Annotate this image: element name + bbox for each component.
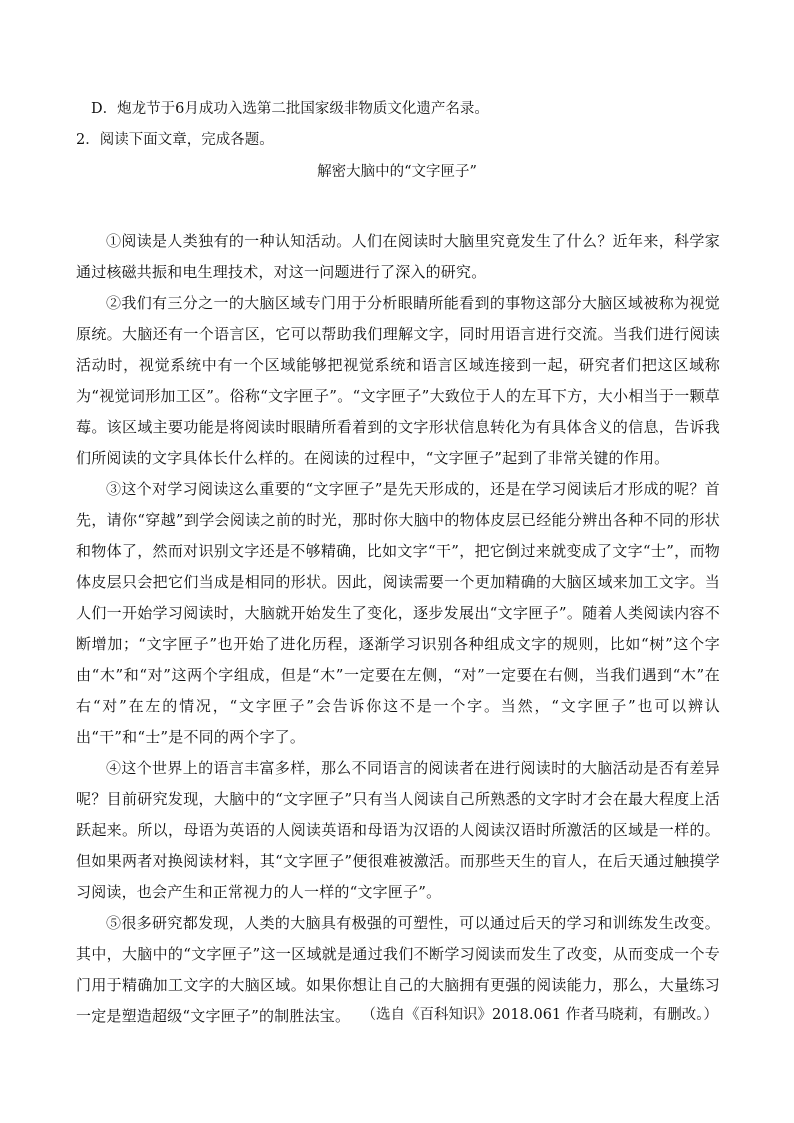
question-prompt: 2．阅读下面文章，完成各题。 [76,132,274,148]
article-paragraph-2: ②我们有三分之一的大脑区域专门用于分析眼睛所能看到的事物这部分大脑区域被称为视觉原统。大脑还有一个语言区，它可以帮助我们理解文字，同时用语言进行交流。当我们进行阅读活动时，视觉系统中有一个区域能够把视觉系统和语言区域连接到一起，研究者们把这区域称为“视觉词形加工区”。俗称“文字匣子”。“文字匣子”大致位于人的左耳下方，大小相当于一颗草莓。该区域主要功能是将阅读时眼睛所看着到的文字形状信息转化为有具体含义的信息，告诉我们所阅读的文字具体长什么样的。在阅读的过程中，“文字匣子”起到了非常关键的作用。 [76,294,720,467]
article-paragraph-3: ③这个对学习阅读这么重要的“文字匣子”是先天形成的，还是在学习阅读后才形成的呢？首先，请你“穿越”到学会阅读之前的时光，那时你大脑中的物体皮层已经能分辨出各种不同的形状和物体了，然而对识别文字还是不够精确，比如文字“干”，把它倒过来就变成了文字“士”，而物体皮层只会把它们当成是相同的形状。因此，阅读需要一个更加精确的大脑区域来加工文字。当人们一开始学习阅读时，大脑就开始发生了变化，逐步发展出“文字匣子”。随着人类阅读内容不断增加；“文字匣子”也开始了进化历程，逐渐学习识别各种组成文字的规则，比如“树”这个字由“木”和“对”这两个字组成，但是“木”一定要在左侧，“对”一定要在右侧，当我们遇到“木”在右“对”在左的情况，“文字匣子”会告诉你这不是一个字。当然，“文字匣子”也可以辨认出“干”和“士”是不同的两个字了。 [76,480,720,746]
article-paragraph-5: ⑤很多研究都发现，人类的大脑具有极强的可塑性，可以通过后天的学习和训练发生改变。其中，大脑中的“文字匣子”这一区域就是通过我们不断学习阅读而发生了改变，从而变成一个专门用于精确加工文字的大脑区域。如果你想让自己的大脑拥有更强的阅读能力，那么，大量练习一定是塑造超级“文字匣子”的制胜法宝。 [76,914,720,1025]
article-title: 解密大脑中的“文字匣子” [317,164,477,180]
article-paragraph-4: ④这个世界上的语言丰富多样，那么不同语言的阅读者在进行阅读时的大脑活动是否有差异呢？目前研究发现，大脑中的“文字匣子”只有当人阅读自己所熟悉的文字时才会在最大程度上活跃起来。所以，母语为英语的人阅读英语和母语为汉语的人阅读汉语时所激活的区域是一样的。但如果两者对换阅读材料，其“文字匣子”便很难被激活。而那些天生的盲人，在后天通过触摸学习阅读，也会产生和正常视力的人一样的“文字匣子”。 [76,759,720,901]
option-d-text: D．炮龙节于6月成功入选第二批国家级非物质文化遗产名录。 [91,101,489,117]
article-source: （选自《百科知识》2018.061 作者马晓莉，有删改。） [361,1007,718,1023]
article-body [76,226,720,1032]
article-paragraph-1: ①阅读是人类独有的一种认知活动。人们在阅读时大脑里究竟发生了什么？近年来，科学家通过核磁共振和电生理技术，对这一问题进行了深入的研究。 [76,232,720,281]
